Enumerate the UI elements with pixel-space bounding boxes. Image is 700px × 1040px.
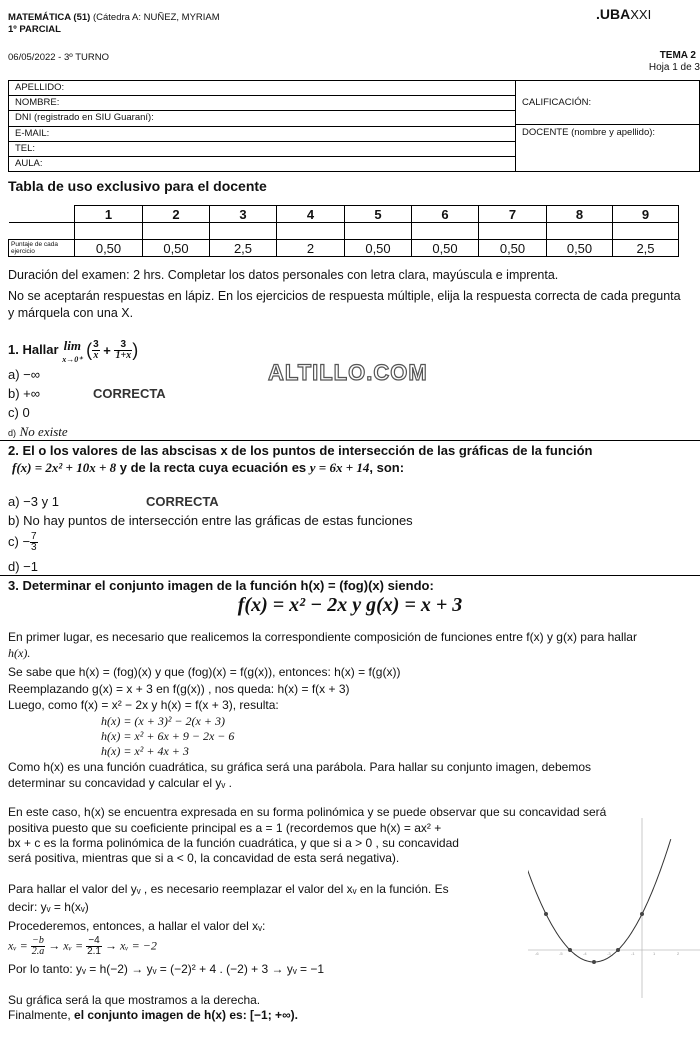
blank-label (9, 223, 75, 240)
rules-text: No se aceptarán respuestas en lápiz. En los ejercicios de respuesta múltiple, elija la respuesta correcta de cada pregunta y márquela con una X. (8, 289, 681, 320)
grades-table (8, 205, 679, 257)
q3-p5: Procederemos, entonces, a hallar el valor del xᵥ: (8, 919, 266, 933)
q3-p2b: determinar su concavidad y calcular el yᵥ . (8, 776, 232, 790)
q3-title: 3. Determinar el conjunto imagen de la función h(x) = (fog)(x) siendo: (8, 578, 434, 593)
q3-p3d: será positiva, mientras que si a < 0, la concavidad de esta será negativa). (8, 851, 400, 865)
q3-functions: f(x) = x² − 2x y g(x) = x + 3 (237, 594, 463, 616)
q3-xv-line (8, 936, 157, 957)
q1-lim-sub: x→0⁺ (62, 355, 83, 364)
col-8: 8 (547, 206, 613, 223)
field-docente[interactable]: DOCENTE (nombre y apellido): (522, 127, 656, 138)
q3-p1b: h(x). (8, 646, 31, 660)
grade-cell[interactable] (613, 223, 679, 240)
grade-cell[interactable] (75, 223, 143, 240)
field-tel[interactable]: TEL: (9, 142, 515, 157)
field-apellido[interactable]: APELLIDO: (9, 81, 515, 96)
grade-cell[interactable] (210, 223, 277, 240)
grade-cell[interactable] (479, 223, 547, 240)
score-3: 2,5 (210, 240, 277, 257)
id-fields (9, 81, 516, 171)
uba-xxi-logo (596, 6, 651, 22)
q2-title-line2 (12, 460, 404, 476)
q3-p4b: decir: yᵥ = h(xᵥ) (8, 900, 89, 914)
graph-point (568, 948, 572, 952)
svg-text:-1: -1 (631, 951, 635, 956)
q3-step-1: h(x) = (x + 3)² − 2(x + 3) (101, 714, 225, 728)
graph-point (592, 960, 596, 964)
grade-cell[interactable] (277, 223, 345, 240)
q3-p1a: En primer lugar, es necesario que realicemos la correspondiente composición de funciones entre f(x) y g(x) para hallar (8, 630, 637, 644)
score-9: 2,5 (613, 240, 679, 257)
q3-p2a: Como h(x) es una función cuadrática, su gráfica será una parábola. Para hallar su conjunto imagen, debemos (8, 760, 592, 774)
score-row-label: Puntaje de cada ejercicio (9, 240, 75, 257)
exam-subject (8, 12, 220, 23)
q3-p3a: En este caso, h(x) se encuentra expresada en su forma polinómica y se puede observar que su concavidad será (8, 805, 607, 819)
q1-option-d[interactable] (8, 424, 68, 440)
q1-frac-2: $\frac{3}{1+x}$ (115, 339, 132, 361)
subject-text: MATEMÁTICA (51) (8, 12, 91, 23)
svg-text:2: 2 (677, 951, 680, 956)
parabola-points (544, 912, 644, 964)
q3-p8-pre: Finalmente, (8, 1008, 75, 1022)
divider-1 (0, 440, 700, 441)
q3-l2: Reemplazando g(x) = x + 3 en f(g(x)) , nos queda: h(x) = f(x + 3) (8, 682, 350, 696)
svg-text:-4: -4 (583, 951, 587, 956)
q2-function: f(x) = 2x² + 10x + 8 (12, 460, 117, 475)
q3-l1: Se sabe que h(x) = (fog)(x) y que (fog)(x) = f(g(x)), entonces: h(x) = f(g(x)) (8, 665, 401, 679)
q3-step-3: h(x) = x² + 4x + 3 (101, 744, 189, 758)
q3-p8-bold: el conjunto imagen de h(x) es: [−1; +∞). (74, 1008, 298, 1022)
q2-mid: y de la recta cuya ecuación es (116, 460, 310, 475)
page-count: Hoja 1 de 3 (648, 62, 700, 73)
q2-line-eq: y = 6x + 14 (309, 460, 370, 475)
graph-point (616, 948, 620, 952)
score-1: 0,50 (75, 240, 143, 257)
score-5: 0,50 (345, 240, 412, 257)
q1-option-c[interactable]: c) 0 (8, 405, 30, 420)
duration-text: Duración del examen: 2 hrs. Completar los datos personales con letra clara, mayúscula e imprenta. (8, 268, 559, 282)
q2-option-c[interactable] (8, 532, 38, 553)
q3-p6: Por lo tanto: yᵥ = h(−2) → yᵥ = (−2)² + 4 . (−2) + 3 → yᵥ = −1 (8, 962, 325, 976)
col-1: 1 (75, 206, 143, 223)
col-9: 9 (613, 206, 679, 223)
tema-label: TEMA 2 (659, 50, 696, 61)
field-calificacion[interactable]: CALIFICACIÓN: (516, 81, 700, 125)
svg-text:-5: -5 (559, 951, 563, 956)
student-id-form (8, 80, 700, 172)
xv-frac-1: $\frac{-b}{2.a}$ (31, 935, 45, 957)
score-8: 0,50 (547, 240, 613, 257)
q1-option-b[interactable]: b) +∞ (8, 386, 41, 401)
q2-option-c-letter: c) − (8, 533, 31, 549)
q1-option-d-text: No existe (19, 424, 68, 439)
grades-score-row (9, 240, 679, 257)
field-aula[interactable]: AULA: (15, 157, 43, 169)
q1-paren-close: ) (132, 340, 139, 360)
q3-p4a: Para hallar el valor del yᵥ , es necesario reemplazar el valor del xᵥ en la función. Es (8, 882, 449, 896)
q1-paren-open: ( (86, 340, 93, 360)
q3-l3: Luego, como f(x) = x² − 2x y h(x) = f(x + 3), resulta: (8, 698, 279, 712)
col-7: 7 (479, 206, 547, 223)
divider-2 (0, 575, 700, 576)
grade-cell[interactable] (345, 223, 412, 240)
xv-end: → xᵥ = −2 (101, 938, 157, 953)
grade-cell[interactable] (412, 223, 479, 240)
score-7: 0,50 (479, 240, 547, 257)
field-dni[interactable]: DNI (registrado en SIU Guaraní): (9, 111, 515, 126)
q2-option-a[interactable]: a) −3 y 1 (8, 494, 59, 509)
parabola-curve (528, 839, 671, 962)
q2-option-c-frac: $\frac{7}{3}$ (31, 531, 37, 553)
score-6: 0,50 (412, 240, 479, 257)
xv-mid: → xᵥ = (45, 938, 87, 953)
q1-frac-1: $\frac{3}{x}$ (93, 339, 99, 361)
q1-option-a[interactable]: a) −∞ (8, 367, 41, 382)
score-4: 2 (277, 240, 345, 257)
altillo-watermark: ALTILLO.COM (268, 360, 428, 385)
logo-bold: .UBA (596, 6, 631, 22)
q2-option-b[interactable]: b) No hay puntos de intersección entre las gráficas de estas funciones (8, 513, 413, 528)
grade-cell[interactable] (143, 223, 210, 240)
q1-lim-word: lim (63, 338, 81, 353)
logo-light: XXI (630, 7, 652, 22)
q1-prefix: 1. Hallar (8, 341, 59, 357)
grades-table-title: Tabla de uso exclusivo para el docente (8, 178, 267, 194)
field-email[interactable]: E-MAIL: (9, 127, 515, 142)
q1-limit (62, 340, 82, 366)
q1-plus: + (103, 343, 111, 358)
q3-step-2: h(x) = x² + 6x + 9 − 2x − 6 (101, 729, 235, 743)
graph-point (640, 912, 644, 916)
col-2: 2 (143, 206, 210, 223)
col-6: 6 (412, 206, 479, 223)
q3-p7: Su gráfica será la que mostramos a la derecha. (8, 993, 261, 1007)
q2-title: 2. El o los valores de las abscisas x de los puntos de intersección de las gráficas de la función (8, 443, 593, 458)
catedra-text: (Cátedra A: NUÑEZ, MYRIAM (92, 12, 220, 23)
grades-header-row (9, 206, 679, 223)
q2-end: , son: (369, 460, 405, 475)
q3-p8 (8, 1008, 298, 1024)
field-nombre[interactable]: NOMBRE: (9, 96, 515, 111)
score-2: 0,50 (143, 240, 210, 257)
exam-name: 1º PARCIAL (8, 24, 61, 35)
q1-title (8, 340, 138, 366)
exam-date: 06/05/2022 - 3º TURNO (8, 52, 109, 63)
q2-correct-mark: CORRECTA (146, 494, 219, 509)
graph-point (544, 912, 548, 916)
xv-frac-2: $\frac{-4}{2.1}$ (87, 935, 101, 957)
svg-text:1: 1 (653, 951, 656, 956)
svg-text:-3: -3 (607, 951, 611, 956)
q1-option-d-letter: d) (8, 428, 17, 438)
grades-blank-row (9, 223, 679, 240)
axis-ticks (535, 951, 680, 956)
q3-p3c: bx + c es la forma polinómica de la función cuadrática, y que si a > 0 , su concavidad (8, 836, 459, 850)
q2-option-d[interactable]: d) −1 (8, 559, 38, 574)
parabola-graph (528, 818, 700, 998)
grade-cell[interactable] (547, 223, 613, 240)
q3-p3b: positiva puesto que su coeficiente principal es a = 1 (recordemos que h(x) = ax² + (8, 821, 442, 835)
q1-correct-mark: CORRECTA (93, 386, 166, 401)
empty-corner (9, 206, 75, 223)
col-4: 4 (277, 206, 345, 223)
xv-lhs: xᵥ = (8, 938, 31, 953)
col-5: 5 (345, 206, 412, 223)
col-3: 3 (210, 206, 277, 223)
svg-text:-6: -6 (535, 951, 539, 956)
